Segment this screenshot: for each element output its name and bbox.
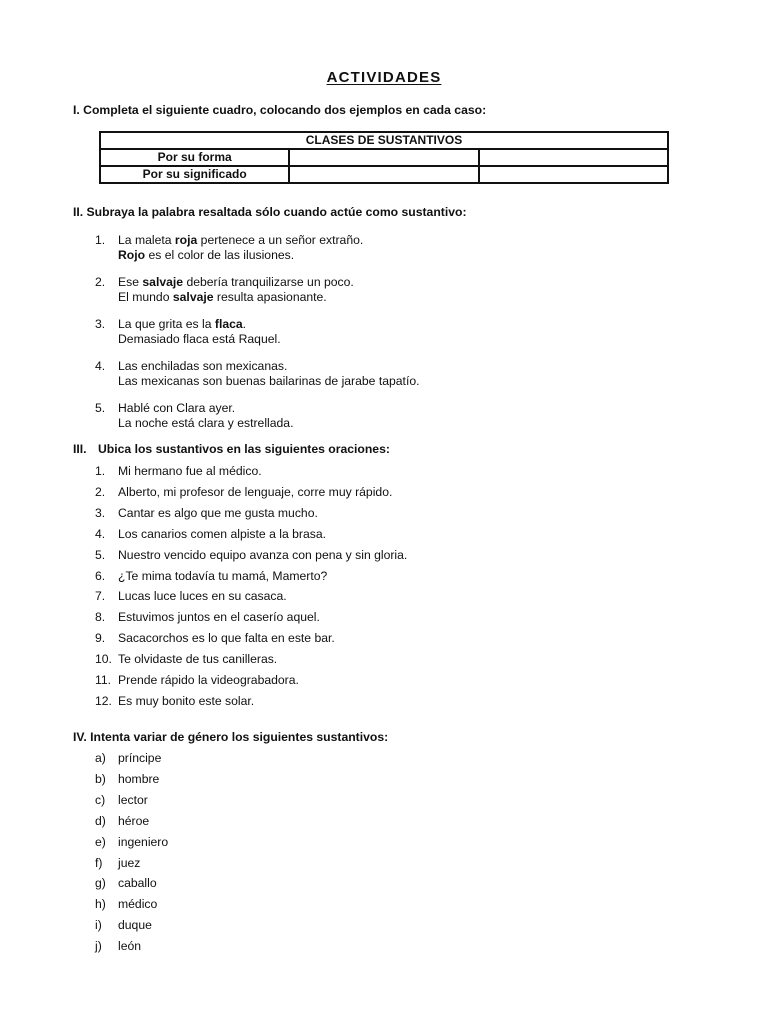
item-text: Lucas luce luces en su casaca. (118, 589, 287, 604)
list-item (95, 793, 148, 808)
item-number: 5. (95, 547, 106, 562)
item-number: 5. (95, 401, 106, 415)
item-number: 9. (95, 631, 106, 646)
highlighted-word: flaca (214, 317, 243, 331)
item-text: héroe (118, 813, 150, 828)
highlighted-word: Rojo (118, 247, 146, 262)
item-number: h) (95, 897, 106, 912)
item-number: 2. (95, 484, 106, 499)
item-line-1: La que grita es la flaca. (118, 317, 247, 331)
table-header: CLASES DE SUSTANTIVOS (100, 132, 668, 149)
list-item (95, 876, 157, 891)
item-number: c) (95, 792, 106, 807)
item-text: Los canarios comen alpiste a la brasa. (118, 526, 326, 541)
item-number: 2. (95, 275, 106, 289)
item-line-2: Las mexicanas son buenas bailarinas de jarabe tapatío. (118, 373, 420, 388)
list-item (95, 485, 392, 500)
table-row (100, 149, 668, 166)
item-number: 8. (95, 610, 106, 625)
list-item (95, 772, 159, 787)
item-line-2: El mundo salvaje resulta apasionante. (118, 289, 327, 304)
section4-heading: IV. Intenta variar de género los siguientes sustantivos: (73, 730, 389, 744)
list-item (95, 856, 140, 871)
item-line-1: Ese salvaje debería tranquilizarse un poco. (118, 275, 354, 289)
highlighted-word: roja (174, 233, 198, 247)
list-item (95, 275, 638, 304)
nouns-table (99, 131, 669, 184)
list-item (95, 897, 157, 912)
item-text: duque (118, 918, 152, 933)
list-item (95, 527, 326, 542)
item-text: médico (118, 897, 158, 912)
list-item (95, 814, 149, 829)
table-row-label: Por su significado (100, 166, 289, 183)
item-number: 1. (95, 233, 106, 247)
item-line-2: La noche está clara y estrellada. (118, 415, 294, 430)
item-number: 6. (95, 568, 106, 583)
list-item (95, 548, 407, 563)
section3-heading: III. Ubica los sustantivos en las siguientes oraciones: (73, 442, 390, 456)
item-number: b) (95, 771, 106, 786)
item-number: g) (95, 876, 106, 891)
list-item (95, 506, 318, 521)
item-number: e) (95, 834, 106, 849)
list-item (95, 401, 638, 430)
table-row-label: Por su forma (100, 149, 289, 166)
list-item (95, 464, 262, 479)
item-number: 12. (95, 693, 112, 708)
list-item (95, 694, 254, 709)
table-cell[interactable] (479, 166, 668, 183)
item-text: Nuestro vencido equipo avanza con pena y sin gloria. (118, 547, 408, 562)
list-item (95, 918, 152, 933)
table-cell[interactable] (479, 149, 668, 166)
list-item (95, 589, 287, 604)
item-number: f) (95, 855, 103, 870)
page-title: ACTIVIDADES (326, 69, 442, 86)
item-number: 10. (95, 652, 112, 667)
item-text: lector (118, 792, 148, 807)
item-text: Mi hermano fue al médico. (118, 464, 262, 478)
item-number: 7. (95, 589, 106, 604)
list-item (95, 652, 277, 667)
item-number: 4. (95, 526, 106, 541)
highlighted-word: salvaje (172, 289, 214, 304)
item-text: juez (118, 855, 141, 870)
item-number: d) (95, 813, 106, 828)
item-text: Cantar es algo que me gusta mucho. (118, 505, 318, 520)
table-cell[interactable] (289, 149, 478, 166)
item-number: a) (95, 751, 106, 765)
item-text: Sacacorchos es lo que falta en este bar. (118, 631, 335, 646)
list-item (95, 569, 327, 584)
item-line-1: Las enchiladas son mexicanas. (118, 359, 288, 373)
item-text: Alberto, mi profesor de lenguaje, corre muy rápido. (118, 484, 393, 499)
list-item (95, 233, 638, 262)
list-item (95, 751, 161, 766)
list-item (95, 673, 299, 688)
item-text: león (118, 939, 142, 954)
item-line-1: Hablé con Clara ayer. (118, 401, 236, 415)
item-text: Es muy bonito este solar. (118, 693, 255, 708)
item-number: 3. (95, 317, 106, 331)
item-text: hombre (118, 771, 160, 786)
list-item (95, 610, 320, 625)
section1-heading: I. Completa el siguiente cuadro, colocando dos ejemplos en cada caso: (73, 103, 487, 117)
item-line-2: Rojo es el color de las ilusiones. (118, 247, 295, 262)
list-item (95, 317, 638, 346)
item-text: Te olvidaste de tus canilleras. (118, 652, 278, 667)
item-text: Prende rápido la videograbadora. (118, 673, 299, 687)
item-text: caballo (118, 876, 157, 891)
item-text: Estuvimos juntos en el caserío aquel. (118, 610, 320, 625)
table-row (100, 166, 668, 183)
section2-heading: II. Subraya la palabra resaltada sólo cuando actúe como sustantivo: (73, 205, 467, 219)
item-line-2: Demasiado flaca está Raquel. (118, 331, 281, 346)
highlighted-word: salvaje (142, 275, 184, 289)
item-number: 11. (95, 673, 112, 687)
item-number: j) (95, 939, 102, 954)
item-number: i) (95, 918, 102, 933)
list-item (95, 835, 168, 850)
item-text: ingeniero (118, 834, 169, 849)
list-item (95, 631, 335, 646)
item-text: ¿Te mima todavía tu mamá, Mamerto? (118, 568, 328, 583)
table-cell[interactable] (289, 166, 478, 183)
item-number: 1. (95, 464, 106, 478)
item-text: príncipe (118, 751, 162, 765)
item-number: 4. (95, 359, 106, 373)
item-number: 3. (95, 505, 106, 520)
list-item (95, 359, 638, 388)
item-line-1: La maleta roja pertenece a un señor extraño. (118, 233, 364, 247)
list-item (95, 939, 141, 954)
